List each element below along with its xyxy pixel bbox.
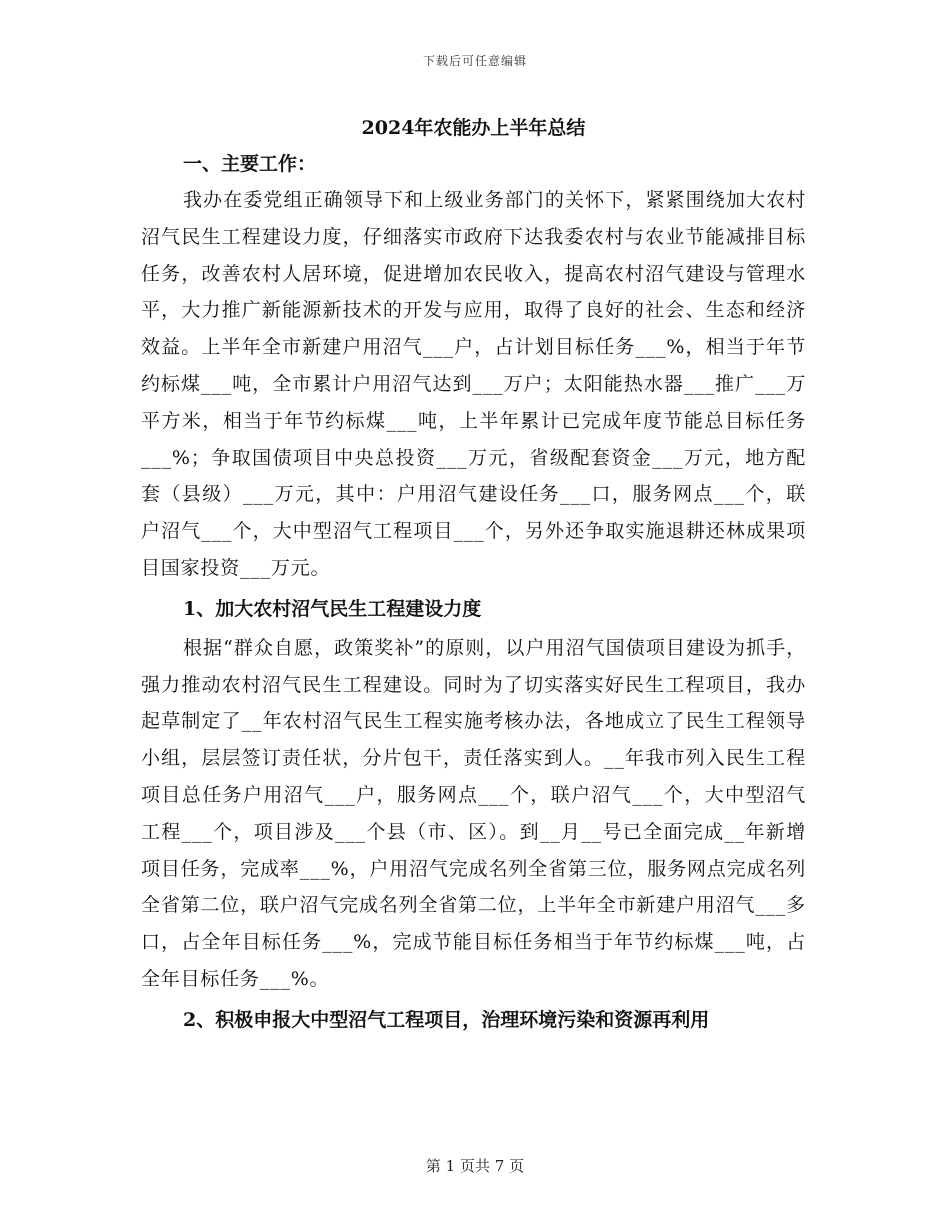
document-body xyxy=(141,110,806,1041)
intro-paragraph: 我办在委党组正确领导下和上级业务部门的关怀下，紧紧围绕加大农村沼气民生工程建设力度，仔细落实市政府下达我委农村与农业节能减排目标任务，改善农村人居环境，促进增加农民收入，提高农村沼气建设与管理水平，大力推广新能源新技术的开发与应用，取得了良好的社会、生态和经济效益。上半年全市新建户用沼气___户，占计划目标任务___%，相当于年节约标煤___吨，全市累计户用沼气达到___万户；太阳能热水器___推广___万平方米，相当于年节约标煤___吨，上半年累计已完成年度节能总目标任务___%；争取国债项目中央总投资___万元，省级配套资金___万元，地方配套（县级）___万元，其中：户用沼气建设任务___口，服务网点___个，联户沼气___个，大中型沼气工程项目___个，另外还争取实施退耕还林成果项目国家投资___万元。 xyxy=(141,189,806,579)
subsection-paragraph-biogas-construction: 根据“群众自愿，政策奖补”的原则，以户用沼气国债项目建设为抓手，强力推动农村沼气民生工程建设。同时为了切实落实好民生工程项目，我办起草制定了__年农村沼气民生工程实施考核办法，各地成立了民生工程领导小组，层层签订责任状，分片包干，责任落实到人。__年我市列入民生工程项目总任务户用沼气___户，服务网点___个，联户沼气___个，大中型沼气工程___个，项目涉及___个县（市、区）。到__月__号已全面完成__年新增项目任务，完成率___%，户用沼气完成名列全省第三位，服务网点完成名列全省第二位，联户沼气完成名列全省第二位，上半年全市新建户用沼气___多口，占全年目标任务___%，完成节能目标任务相当于年节约标煤___吨，占全年目标任务___%。 xyxy=(141,636,806,990)
page-footer: 第 1 页共 7 页 xyxy=(425,1157,525,1175)
document-title: 2024年农能办上半年总结 xyxy=(361,117,586,139)
subsection-heading-large-biogas-projects: 2、积极申报大中型沼气工程项目，治理环境污染和资源再利用 xyxy=(183,1008,710,1031)
header-note: 下载后可任意编辑 xyxy=(422,54,527,68)
subsection-heading-biogas-construction: 1、加大农村沼气民生工程建设力度 xyxy=(183,597,482,620)
section-heading-main-work: 一、主要工作： xyxy=(183,153,317,175)
